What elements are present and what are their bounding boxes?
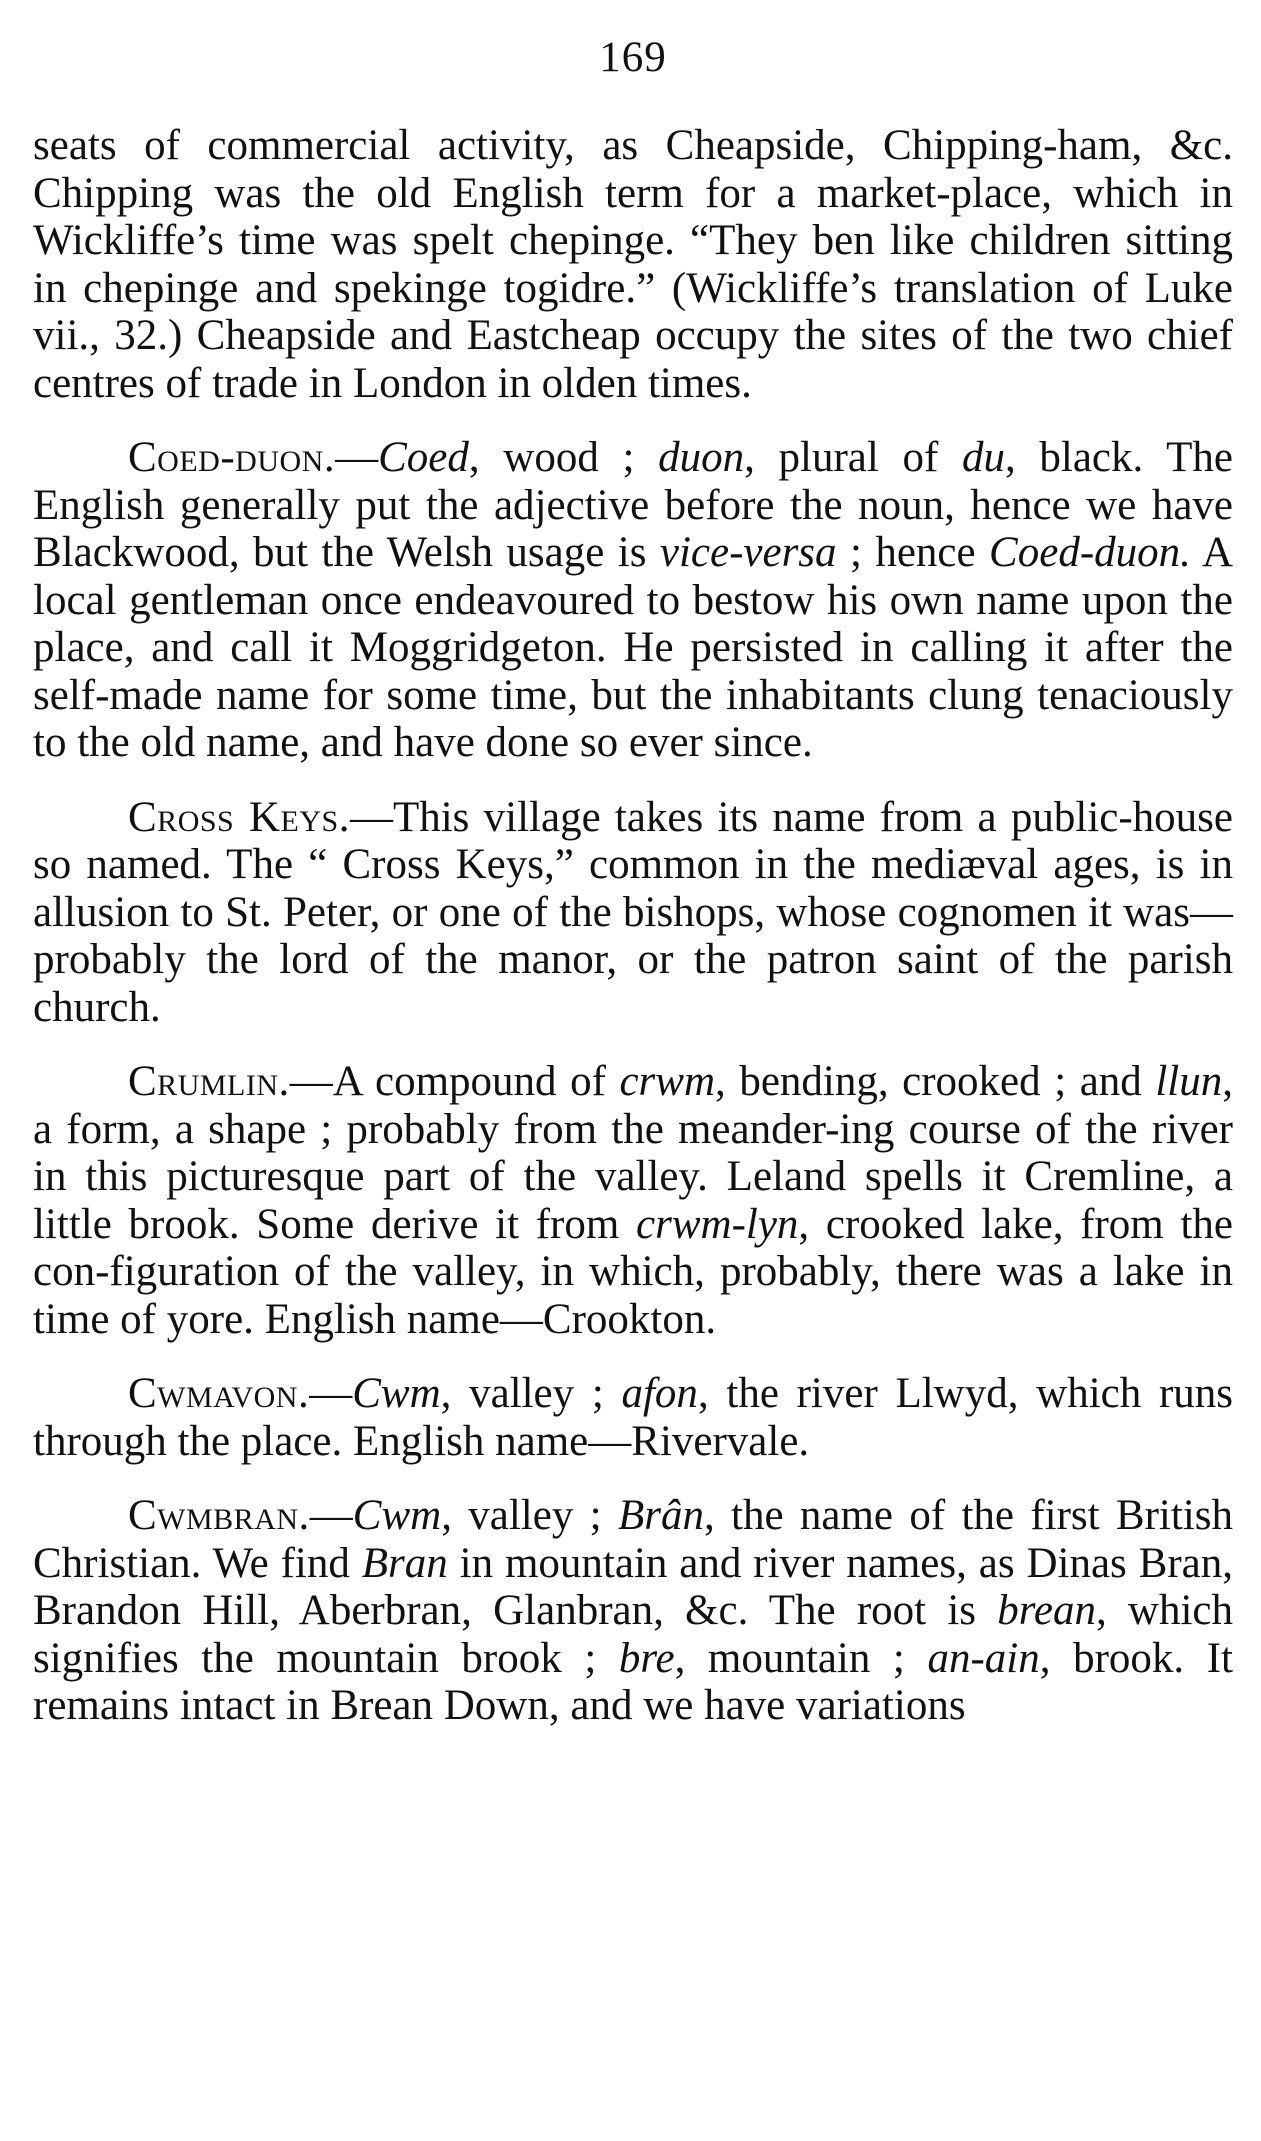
entry-text: , plural of [744,434,962,481]
page-number: 169 [599,34,667,81]
entry-italic-term: Bran [361,1539,448,1587]
entry-text: , the river Llwyd, which runs through the place. English name—Rivervale. [33,1370,1234,1465]
entry-text: , black. The English generally put the adjective before the noun, hence we have Blackwood, but the Welsh usage is [33,434,1234,576]
entry-text: , valley ; [440,1370,622,1417]
entry-italic-term: an-ain [927,1634,1040,1682]
entry-text: , brook. It remains intact in Brean Down, and we have variations [33,1634,1234,1729]
entry-italic-term: Cwm [352,1492,442,1539]
entry-headword: Cwmbran. [128,1492,310,1539]
entry-text: , mountain ; [674,1634,928,1682]
entry-text: — [335,434,379,481]
entry-italic-term: Coed-duon. [989,529,1191,576]
entry-text: , a form, a shape ; probably from the meander-ing course of the river in this picturesque part of the valley. Leland spells it Cremline, a little brook. Some derive it from [33,1058,1233,1248]
entry-paragraph [33,434,1233,767]
entry-italic-term: vice-versa [659,529,837,576]
entry-paragraph [33,1492,1233,1730]
entry-text: , the name of the first British Christian. We find [33,1492,1234,1587]
entry-paragraph [33,1058,1233,1343]
entry-italic-term: afon [621,1370,698,1417]
entry-italic-term: brean [997,1587,1096,1634]
entry-text: , bending, crooked ; and [715,1058,1156,1105]
entry-italic-term: Brân [617,1492,704,1539]
entry-headword: Coed-duon. [128,434,336,481]
entry-text: —This village takes its name from a public-house so named. The “ Cross Keys,” common in the mediæval ages, is in allusion to St. Peter, or one of the bishops, whose cognomen it was—probably the lord of the manor, or the patron saint of the parish church. [33,793,1234,1031]
entry-italic-term: du [961,434,1005,481]
body-text [33,122,1233,1730]
entry-text: — [309,1492,353,1539]
continuation-paragraph: seats of commercial activity, as Cheapside, Chipping-ham, &c. Chipping was the old English term for a market-place, which in Wickliffe’s time was spelt chepinge. “They ben like children sitting in chepinge and spekinge togidre.” (Wickliffe’s translation of Luke vii., 32.) Cheapside and Eastcheap occupy the sites of the two chief centres of trade in London in olden times. [33,122,1233,407]
entry-text: — [309,1370,353,1417]
entry-italic-term: crwm-lyn [636,1200,799,1248]
entry-text: , which signifies the mountain brook ; [33,1587,1234,1682]
entry-text: ; hence [836,529,990,576]
entry-paragraph [33,794,1233,1032]
entry-headword: Cwmavon. [128,1370,310,1417]
entry-italic-term: llun [1155,1058,1223,1105]
entry-text: —A compound of [289,1058,620,1105]
entry-text: in mountain and river names, as Dinas Bran, Brandon Hill, Aberbran, Glanbran, &c. The root is [33,1539,1233,1634]
entry-text: , crooked lake, from the con-figuration of the valley, in which, probably, there was a lake in time of yore. English name—Crookton. [33,1200,1233,1343]
entry-text: , wood ; [468,434,659,481]
entry-italic-term: Cwm [352,1370,441,1417]
entry-italic-term: duon [658,434,745,481]
entry-headword: Cross Keys. [128,793,350,841]
entry-paragraph [33,1370,1233,1465]
entry-text: A local gentleman once endeavoured to bestow his own name upon the place, and call it Moggridgeton. He persisted in calling it after the self-made name for some time, but the inhabitants clung tenaciously to the old name, and have done so ever since. [33,529,1233,766]
entries-list [33,434,1233,1730]
entry-headword: Crumlin. [128,1058,290,1105]
entry-italic-term: crwm [619,1058,716,1105]
entry-italic-term: Coed [378,434,469,481]
entry-text: , valley ; [441,1492,618,1539]
entry-italic-term: bre [618,1634,675,1682]
